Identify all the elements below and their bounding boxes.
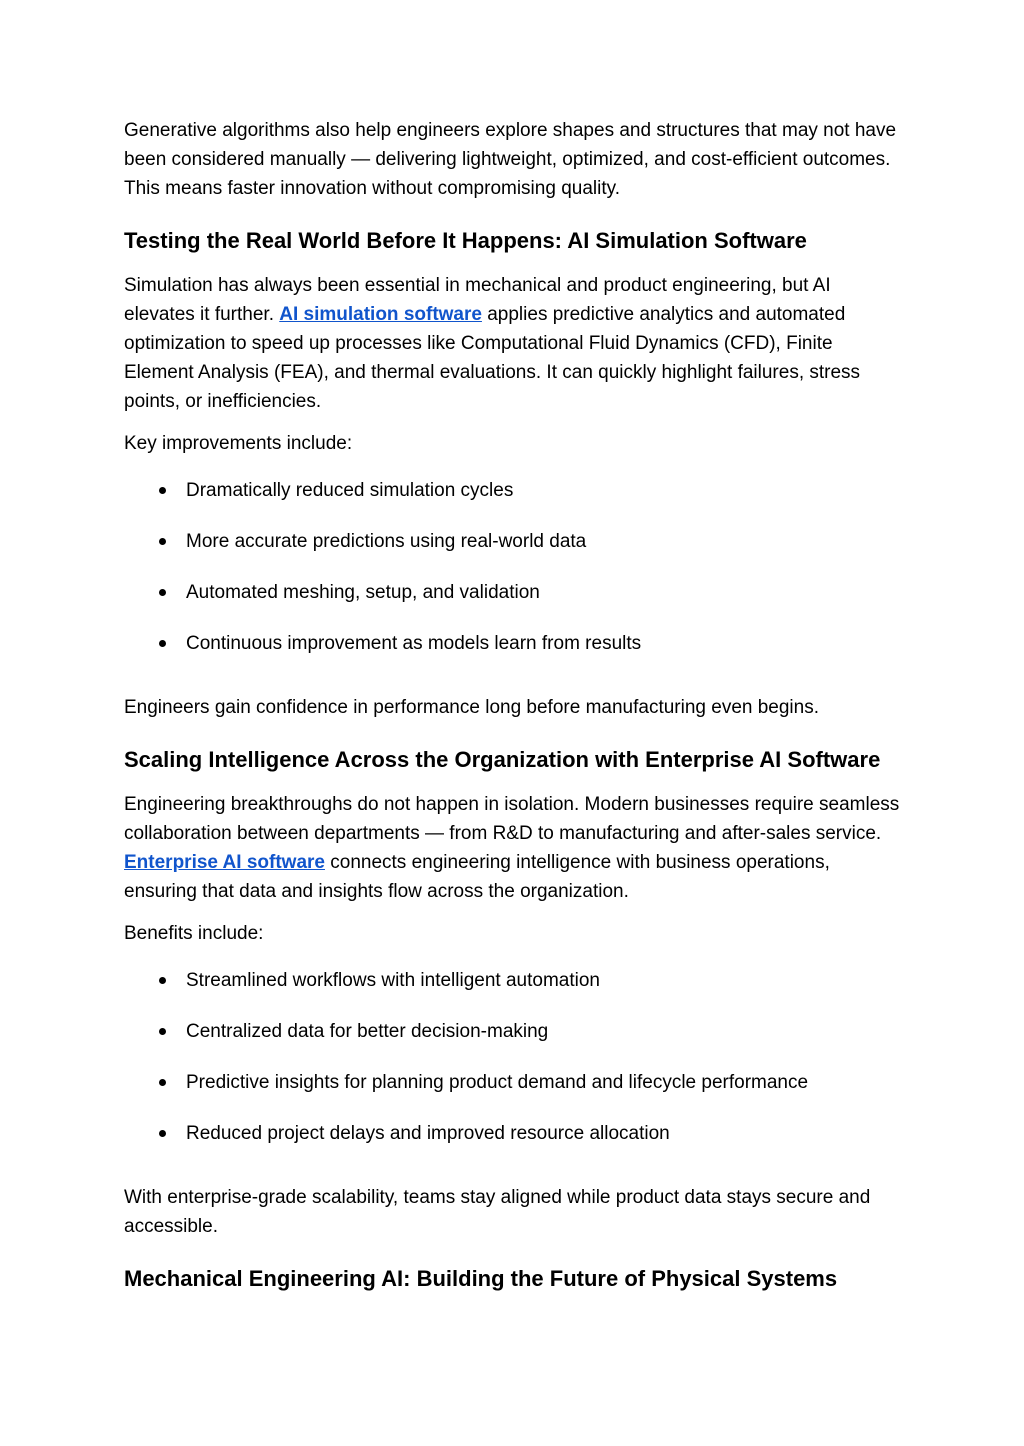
enterprise-ai-software-link[interactable]: Enterprise AI software — [124, 852, 325, 873]
list-item: Dramatically reduced simulation cycles — [186, 476, 900, 505]
list-item: Centralized data for better decision-making — [186, 1017, 900, 1046]
list-item: Automated meshing, setup, and validation — [186, 578, 900, 607]
simulation-list-intro: Key improvements include: — [124, 433, 353, 454]
heading-mechanical-engineering-ai: Mechanical Engineering AI: Building the Future of Physical Systems — [124, 1266, 838, 1291]
enterprise-closing-paragraph: With enterprise-grade scalability, teams stay aligned while product data stays secure and accessible. — [124, 1187, 871, 1237]
ai-simulation-software-link[interactable]: AI simulation software — [279, 304, 482, 325]
enterprise-list-intro: Benefits include: — [124, 923, 264, 944]
list-item: Continuous improvement as models learn from results — [186, 629, 900, 658]
heading-enterprise-ai-software: Scaling Intelligence Across the Organization with Enterprise AI Software — [124, 747, 881, 772]
list-item: Predictive insights for planning product demand and lifecycle performance — [186, 1068, 900, 1097]
enterprise-paragraph-after-link: connects engineering intelligence with business operations, ensuring that data and insights flow across the organization. — [124, 852, 830, 902]
simulation-closing-paragraph: Engineers gain confidence in performance long before manufacturing even begins. — [124, 697, 820, 718]
enterprise-paragraph — [124, 790, 900, 906]
simulation-benefits-list — [124, 476, 900, 658]
list-item: Streamlined workflows with intelligent automation — [186, 966, 900, 995]
enterprise-benefits-list — [124, 966, 900, 1148]
simulation-paragraph-after-link: applies predictive analytics and automated optimization to speed up processes like Computational Fluid Dynamics (CFD), Finite Element Analysis (FEA), and thermal evaluations. It can quickly highlight failures, stress points, or inefficiencies. — [124, 304, 861, 412]
simulation-paragraph-before-link: Simulation has always been essential in mechanical and product engineering, but AI elevates it further. — [124, 275, 831, 325]
simulation-paragraph — [124, 271, 900, 416]
list-item: Reduced project delays and improved resource allocation — [186, 1119, 900, 1148]
intro-paragraph: Generative algorithms also help engineers explore shapes and structures that may not have been considered manually — delivering lightweight, optimized, and cost-efficient outcomes. This means faster innovation without compromising quality. — [124, 120, 897, 199]
list-item: More accurate predictions using real-world data — [186, 527, 900, 556]
enterprise-paragraph-before-link: Engineering breakthroughs do not happen in isolation. Modern businesses require seamless collaboration between departments — from R&D to manufacturing and after-sales service. — [124, 794, 900, 844]
heading-ai-simulation-software: Testing the Real World Before It Happens: AI Simulation Software — [124, 228, 807, 253]
